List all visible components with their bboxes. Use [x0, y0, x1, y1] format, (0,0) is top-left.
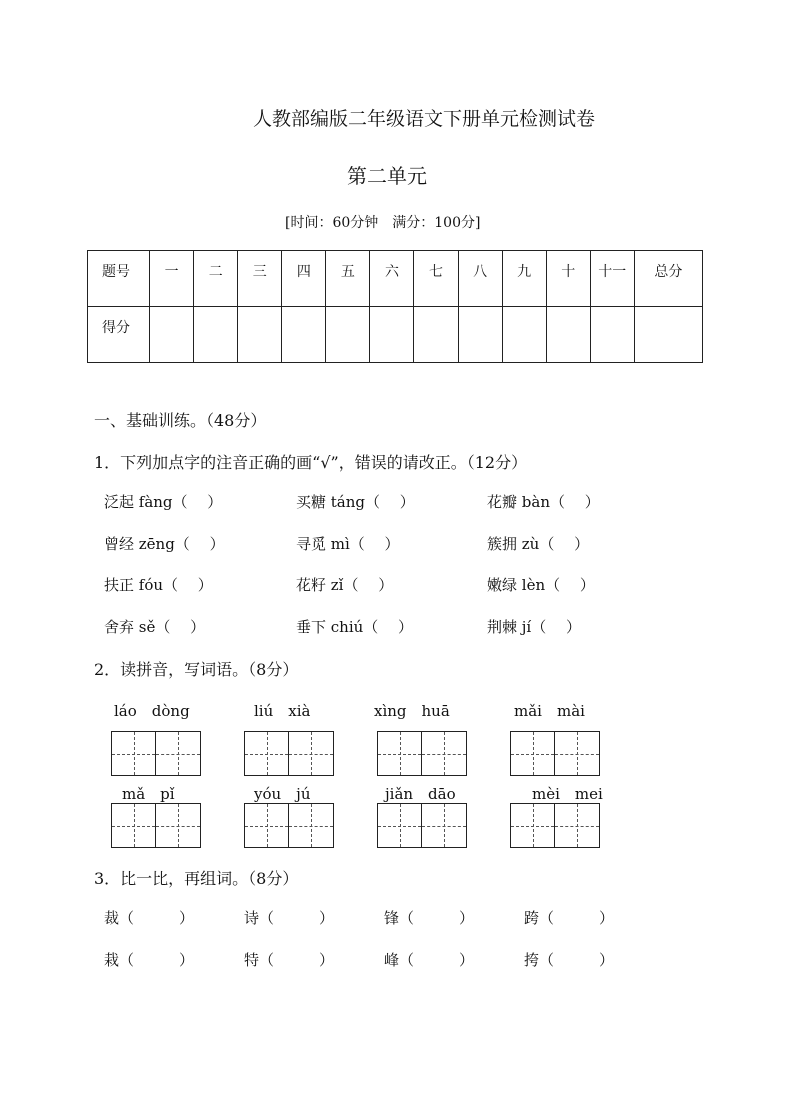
section-heading: 一、基础训练。（48分）	[94, 411, 267, 430]
score-table-score-row	[88, 307, 703, 363]
score-table-header-cell: 五	[326, 251, 370, 307]
writing-grid[interactable]	[510, 803, 600, 848]
score-table-header-cell: 六	[370, 251, 414, 307]
compare-item: 裁（ ）	[104, 909, 195, 927]
pinyin-prompt: mèi mei	[532, 785, 603, 803]
score-cell[interactable]	[238, 307, 282, 363]
score-table-header-cell: 二	[194, 251, 238, 307]
score-table-header-cell: 七	[414, 251, 458, 307]
score-table-header-cell: 十	[546, 251, 590, 307]
pinyin-item: 泛起 fàng（ ）	[104, 493, 223, 511]
compare-item: 锋（ ）	[384, 909, 475, 927]
compare-item: 峰（ ）	[384, 951, 475, 969]
pinyin-item: 簇拥 zù（ ）	[487, 535, 590, 553]
question-1-title: 1．下列加点字的注音正确的画“√”，错误的请改正。（12分）	[94, 453, 528, 472]
unit-title: 第二单元	[347, 164, 427, 188]
score-table-header-cell: 三	[238, 251, 282, 307]
score-table-header-cell: 八	[458, 251, 502, 307]
writing-grid[interactable]	[111, 803, 201, 848]
writing-grid[interactable]	[244, 803, 334, 848]
pinyin-prompt: mǎ pǐ	[122, 785, 175, 803]
pinyin-item: 寻觅 mì（ ）	[296, 535, 400, 553]
score-table	[87, 250, 703, 363]
exam-title: 人教部编版二年级语文下册单元检测试卷	[253, 108, 596, 130]
compare-item: 诗（ ）	[244, 909, 335, 927]
score-cell[interactable]	[546, 307, 590, 363]
compare-item: 特（ ）	[244, 951, 335, 969]
compare-item: 栽（ ）	[104, 951, 195, 969]
score-cell[interactable]	[370, 307, 414, 363]
pinyin-prompt: xìng huā	[374, 702, 450, 720]
compare-item: 挎（ ）	[524, 951, 615, 969]
score-row-label: 得分	[88, 307, 150, 363]
score-cell[interactable]	[326, 307, 370, 363]
pinyin-item: 荆棘 jí（ ）	[487, 618, 581, 636]
pinyin-item: 买糖 táng（ ）	[296, 493, 415, 511]
score-cell[interactable]	[282, 307, 326, 363]
pinyin-item: 扶正 fóu（ ）	[104, 576, 213, 594]
pinyin-prompt: yóu jú	[254, 785, 311, 803]
writing-grid[interactable]	[510, 731, 600, 776]
writing-grid[interactable]	[377, 803, 467, 848]
pinyin-prompt: mǎi mài	[514, 702, 585, 720]
score-cell[interactable]	[194, 307, 238, 363]
score-table-header-cell: 题号	[88, 251, 150, 307]
pinyin-item: 嫩绿 lèn（ ）	[487, 576, 595, 594]
writing-grid[interactable]	[111, 731, 201, 776]
pinyin-item: 曾经 zēng（ ）	[104, 535, 225, 553]
time-score-info: [时间：60分钟 满分：100分]	[285, 215, 481, 231]
score-cell[interactable]	[634, 307, 702, 363]
pinyin-item: 花瓣 bàn（ ）	[487, 493, 600, 511]
compare-item: 跨（ ）	[524, 909, 615, 927]
pinyin-prompt: liú xià	[254, 702, 311, 720]
writing-grid[interactable]	[244, 731, 334, 776]
question-2-title: 2．读拼音，写词语。（8分）	[94, 660, 299, 679]
score-cell[interactable]	[502, 307, 546, 363]
pinyin-item: 舍弃 sě（ ）	[104, 618, 206, 636]
score-table-header-cell: 十一	[590, 251, 634, 307]
pinyin-item: 垂下 chiú（ ）	[296, 618, 414, 636]
score-table-header-cell: 九	[502, 251, 546, 307]
pinyin-item: 花籽 zǐ（ ）	[296, 576, 394, 594]
score-table-header-row	[88, 251, 703, 307]
writing-grid[interactable]	[377, 731, 467, 776]
question-3-title: 3．比一比，再组词。（8分）	[94, 869, 299, 888]
score-cell[interactable]	[458, 307, 502, 363]
score-cell[interactable]	[150, 307, 194, 363]
pinyin-prompt: jiǎn dāo	[385, 785, 456, 803]
score-table-header-cell: 一	[150, 251, 194, 307]
score-table-header-cell: 总分	[634, 251, 702, 307]
score-cell[interactable]	[590, 307, 634, 363]
score-cell[interactable]	[414, 307, 458, 363]
score-table-header-cell: 四	[282, 251, 326, 307]
pinyin-prompt: láo dòng	[114, 702, 190, 720]
